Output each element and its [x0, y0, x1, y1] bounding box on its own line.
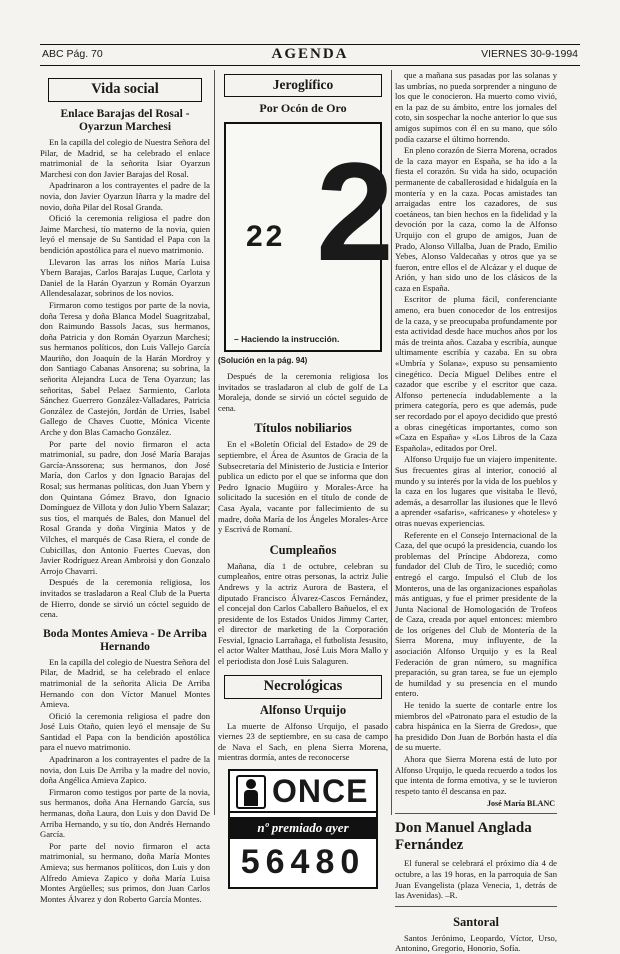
puzzle-heading: Jeroglífico: [224, 74, 382, 97]
divider: [395, 906, 557, 907]
article-paragraph: Referente en el Consejo Internacional de la Caza, del que ocupó la presidencia, cuando los problemas del Príncipe Abdoreza, como fundador del Club de Tiro, le sucedió; como entregó el cargo. Impulsó el Club de los Monteros, una de las organizaciones españolas más antiguas, y fue el primer presidente de la Junta Nacional de Homologación de Trofeos de Caza, creada por aquel entonces: miembro de los orígenes del Club de Montería de la Sierra Morena, muy influyente, de la asociación Alfonso Urquijo y es la Real Federación de gran número, su magnífica preparación, su gran tarea, se fue un ejemplo de humildad y su presencia en el mundo entero.: [395, 529, 557, 699]
obituaries-heading: Necrológicas: [224, 675, 382, 699]
article-paragraph: Por parte del novio firmaron el acta matrimonial, su padre, don José María Barajas García-Anssorena; sus hermanos, don José María, don Carlos y don Ignacio Barajas del Rosal; sus hermanas políticas, don Juan Ybern y don Quintana Gómez Bravo, don Ignacio Domínguez de Villota y don Julio Ybern Salazar; sus tíos, el marqués de Bales, don Manuel del Rosal Granda y doña Virginia Matos y de Vilches, el marqués de Casa Riera, el conde de Cubicillas, don Antonio Fuertes Cuevas, don Javier Rodríguez Arean Ambroisi y don Gonzalo Arrojo Chavarri.: [40, 438, 210, 576]
puzzle-caption: – Haciendo la instrucción.: [234, 334, 340, 344]
article-paragraph: Ofició la ceremonia religiosa el padre don Jaime Marchesi, tío materno de la novia, quien leyó el mensaje de Su Santidad el Papa con la bendición apostólica para el nuevo matrimonio.: [40, 213, 210, 255]
puzzle-author: Por Ocón de Oro: [259, 101, 347, 115]
obituary-headline: Don Manuel Anglada Fernández: [395, 820, 532, 854]
divider: [395, 813, 557, 814]
once-subtitle: nº premiado ayer: [230, 817, 376, 839]
article-paragraph: En la capilla del colegio de Nuestra Señora del Pilar, de Madrid, se ha celebrado el enlace matrimonial de la señorita Alicia De Arriba Hernando con don Víctor Manuel Montes Amieva.: [40, 656, 210, 710]
puzzle-big-number: 2: [316, 133, 394, 290]
article-paragraph: Por parte del novio firmaron el acta matrimonial, su hermano, doña María Montes Amieva; sus hermanos políticos, don Luis y don Alfredo Amieva Zapico y doña María Luisa Montes Argüelles; sus primos, don Juan Carlos Montes Álvarez y don Roberto García Montes.: [40, 840, 210, 904]
rebus-puzzle-box: [224, 122, 394, 352]
article-paragraph: El funeral se celebrará el próximo día 4 de octubre, a las 19 horas, en la parroquia de San Juan Evangelista (plaza Venecia, 1, detrás de las Avenidas). –R.: [395, 858, 557, 901]
column-middle: [218, 70, 394, 882]
article-paragraph: que a mañana sus pasadas por las solanas y las umbrías, no pueda sorprender a ninguno de los que le conocieron. Ha muerto como vivió, en la paz de su ámbito, entre los jornales del coto, sin sospechar la noche anterior lo que sus amigos supimos con él en su mano, que sólo podía cazarse el último horrendo.: [395, 70, 557, 144]
article-paragraph: Después de la ceremonia religiosa, los invitados se trasladaron a Real Club de la Puerta de Hierro, donde se sirvió un cóctel seguido de cena.: [40, 577, 210, 620]
article-paragraph: Alfonso Urquijo fue un viajero impenitente. Sus frecuentes giras al interior, conoció al mundo y su interés por la vida de los pueblos y la caza en los lugares que visitaba le llevó, además, a desarrollar las ilusiones que le llevó a aprender «safaris», «africanes» y «hoteles» y otras nuevas experiencias.: [395, 454, 557, 528]
titles-headline: Títulos nobiliarios: [254, 421, 352, 436]
once-logo-text: ONCE: [272, 773, 369, 810]
article-paragraph: La muerte de Alfonso Urquijo, el pasado viernes 23 de septiembre, en su casa de campo de Nava el Sach, en plena Sierra Morena, mientras dormía, antes de reconocerse: [218, 720, 388, 763]
article-paragraph: En la capilla del colegio de Nuestra Señora del Pilar, de Madrid, se ha celebrado el enlace matrimonial de la señorita Isiar Oyarzun Marchesi con don Javier Barajas del Rosal.: [40, 137, 210, 179]
article-paragraph: Después de la ceremonia religiosa los invitados se trasladaron al club de golf de La Moraleja, donde se sirvió un cóctel seguido de cena.: [218, 371, 388, 413]
article-paragraph: Santos Jerónimo, Leopardo, Víctor, Urso, Antonino, Gregorio, Honorio, Sofía.: [395, 932, 557, 954]
obituary-headline: Alfonso Urquijo: [259, 702, 347, 717]
column-right: [395, 70, 557, 954]
article-paragraph: Escritor de pluma fácil, conferenciante ameno, era buen conocedor de los entresijos de la caza, y se preocupaba profundamente por esta actividad desde hace muchos años por los más de treinta años. Cazaba y escribía, aunque ultimamente escribía y cazaba. En su obra «Umbría y Solana», expuso su pensamiento cinegético. Decía Miguel Delibes entre el cazador que escribe y el escritor que caza. Alfonso pertenecía indudablemente a la primera categoría, pero es que además, pude ser recordado por el apoyo decidido que prestó a obras cinegéticas importantes, como son «Caza en España» y «Los Libros de la Caza Española», editados por Orel.: [395, 294, 557, 453]
article-headline: Enlace Barajas del Rosal - Oyarzun Marchesi: [60, 108, 190, 133]
birthdays-headline: Cumpleaños: [269, 542, 337, 557]
column-divider: [214, 70, 215, 815]
article-paragraph: Llevaron las arras los niños María Luisa Ybern Barajas, Carlos Barajas Luque, Carlota y Daniel de la Harán Oyarzun y Román Oyarzun Allendesalazar, sobrinos de los novios.: [40, 256, 210, 299]
once-figure-icon: [236, 775, 266, 809]
article-headline: Boda Montes Amieva - De Arriba Hernando: [43, 627, 207, 653]
article-paragraph: He tenido la suerte de contarle entre los miembros del «Patronato para el estudio de la cabra hispánica en la Sierra de Gredos», que ha presidido Don Juan de Borbón hasta el día de su muerte.: [395, 700, 557, 753]
article-paragraph: En el «Boletín Oficial del Estado» de 29 de septiembre, el Área de Asuntos de Gracia de la Subsecretaría del Ministerio de Justicia e Interior publica un edicto por el que se informa que don Pedro Ignacio Mugüiro y Morales-Arce ha solicitado la sucesión en el título de conde de Casa Ayala, vacante por fallecimiento de su madre, doña María de los Ángeles Morales-Arce y Escrivá de Romaní.: [218, 439, 388, 535]
article-paragraph: Firmaron como testigos por parte de la novia, doña Teresa y doña Blanca Model Suagritzabal, don Raimundo Bassols Jacas, sus hermanos, doña Patricia y don Román Oyarzun Marchesi; sus hermanos políticos, don Luis Vallejo García Mauriño, don Joaquín de la Harán Mordroy y don Santiago Cabanas Ansorena; su sobrina, la señorita Alejandra Luca de Tena Oyarzun; las señoritas, Sabel Pelaez Sarmiento, Carlota Sánchez Guerrero González-Valladares, Patricia González de Castejón, Jordán de Urries, Isabel Gallego de Chaves Cuotte, Mónica Vicente Arche y don Blas Camacho González.: [40, 299, 210, 438]
section-title: AGENDA: [271, 46, 349, 62]
article-paragraph: Apadrinaron a los contrayentes el padre de la novia, don Javier Oyarzun Iñarra y la madre del novio, doña Pilar del Rosal Granda.: [40, 180, 210, 212]
article-signature: José María BLANC: [487, 799, 555, 809]
once-logo: [230, 771, 376, 813]
page-ref: ABC Pág. 70: [42, 48, 103, 60]
column-vida-social: [40, 70, 210, 904]
once-winning-number: 56480: [240, 843, 366, 882]
article-paragraph: En pleno corazón de Sierra Morena, ocrados de la caza mayor en España, se ha ido a la fiesta el corazón. Su vida ha sido, ocupación permanente de caballerosidad e hidalguía en la montería y en la caza. Pocas amistades tan arraigadas entre los cazadores, de sus coetáneos, tan bien hechos en la fidelidad y la devoción por la caza, como la de Alfonso Urquijo con el grupo de amigos, Juan de Prado, Alonso Villalba, Juan de Prado, Emilio Yebes, Alonso Valdecañas y otros que ya se fueron, entre ellos el de Alcázar y el duque de Arión, y han sido uno de los clásicos de la caza en España.: [395, 145, 557, 293]
saints-headline: Santoral: [453, 914, 499, 929]
article-paragraph: Apadrinaron a los contrayentes el padre de la novia, don Luis De Arriba y la madre del novio, doña Angélica Amieva Zapico.: [40, 754, 210, 786]
once-lottery-box: [228, 769, 378, 889]
page-header: [40, 44, 580, 66]
puzzle-solution-ref: (Solución en la pág. 94): [218, 356, 308, 365]
vida-social-heading: Vida social: [48, 78, 202, 102]
article-paragraph: Ahora que Sierra Morena está de luto por Alfonso Urquijo, le queda recuerdo a todos los que intenta de forma emotiva, y se le tuvieron respeto tanto él descansa en paz.: [395, 754, 557, 796]
page-date: VIERNES 30-9-1994: [481, 48, 578, 60]
article-paragraph: Firmaron como testigos por parte de la novia, sus hermanos, doña Ana Hernando García, sus hermanas, doña Laura, don Luis y don David De Arriba Hernando, y su tío, don Andrés Hernando García.: [40, 786, 210, 840]
puzzle-small-number: 22: [246, 220, 286, 253]
article-paragraph: Ofició la ceremonia religiosa el padre don José Luis Otaño, quien leyó el mensaje de Su Santidad el Papa con la bendición apostólica para el nuevo matrimonio.: [40, 710, 210, 753]
article-paragraph: Mañana, día 1 de octubre, celebran su cumpleaños, entre otras personas, la actriz Julie Andrews y la actriz Aurora de Bastera, el diputado Francisco Álvarez-Cascos Fernández, el concejal don Carlos Caballero Bañuelos, el ex presidente de los Estados Unidos Jimmy Carter, el director de marketing de la Corporación Fesvial, Ignacio Larrañaga, el futbolista Jesusito, el actor Walter Matthau, José Luis Mora Mallo y el periodista don José Luis Salaguren.: [218, 560, 388, 667]
